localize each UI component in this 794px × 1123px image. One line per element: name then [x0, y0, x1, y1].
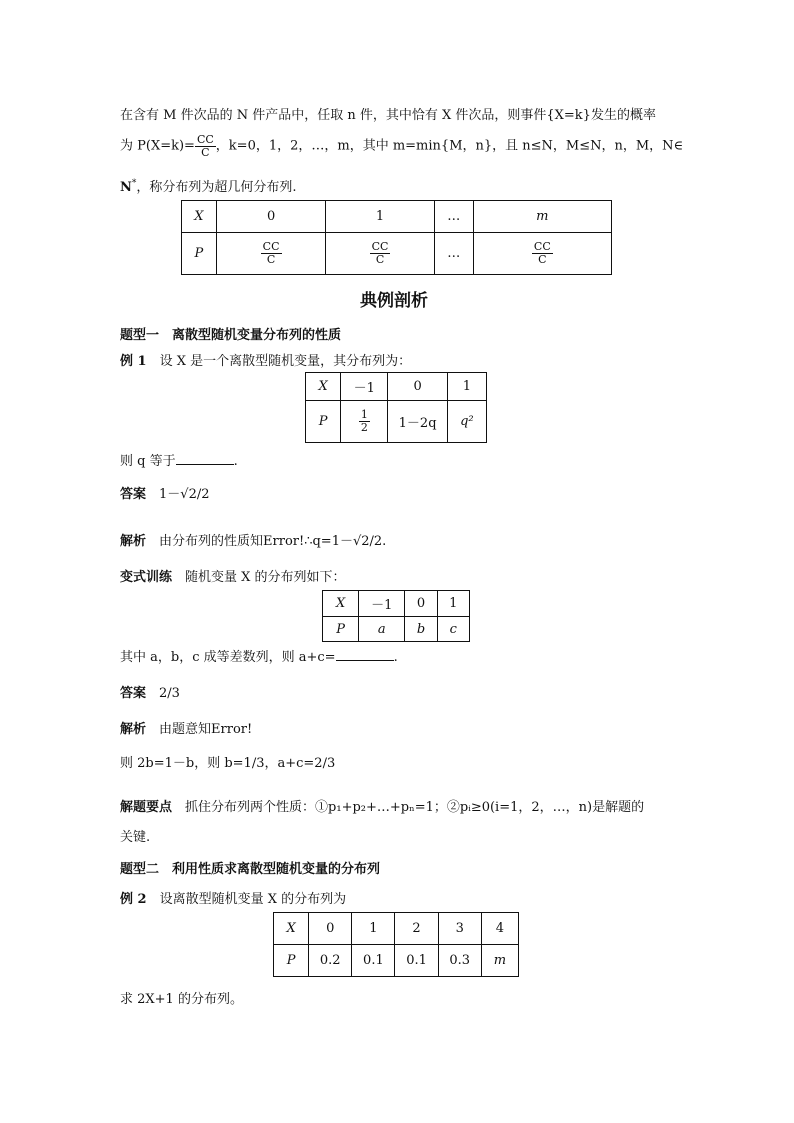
- table-cell: 3: [438, 913, 481, 945]
- example-2-table: [273, 912, 519, 977]
- table-cell: …: [434, 233, 473, 275]
- section-title: 典例剖析: [360, 291, 428, 311]
- variant-stem: 变式训练 随机变量 X 的分布列如下：: [120, 570, 346, 585]
- hypergeometric-table: [181, 200, 612, 275]
- intro-line-1: 在含有 M 件次品的 N 件产品中，任取 n 件，其中恰有 X 件次品，则事件{X=k}发生的概率: [120, 108, 656, 123]
- intro-line-3: N*，称分布列为超几何分布列.: [120, 178, 297, 195]
- table-cell: $\frac{CC}{C}$: [216, 233, 325, 275]
- table-cell: P: [323, 617, 359, 642]
- example-1-table: [305, 372, 487, 443]
- variant-analysis: 解析 由题意知Error!: [120, 722, 253, 737]
- table-cell: m: [473, 201, 611, 233]
- table-cell: 0.1: [395, 945, 438, 977]
- table-cell: 0.2: [309, 945, 352, 977]
- table-cell: 1: [352, 913, 395, 945]
- table-cell: 1: [447, 373, 486, 401]
- table-cell: P: [274, 945, 309, 977]
- table-cell: 0: [388, 373, 447, 401]
- table-cell: 1: [437, 591, 469, 617]
- topic-2-heading: 题型二 利用性质求离散型随机变量的分布列: [120, 862, 381, 877]
- example-1-question: 则 q 等于 .: [120, 454, 238, 469]
- table-cell: 0: [216, 201, 325, 233]
- table-cell: $\frac{CC}{C}$: [473, 233, 611, 275]
- example-1-answer: 答案 1－√2/2: [120, 487, 210, 502]
- table-cell: X: [306, 373, 341, 401]
- table-cell: P: [306, 401, 341, 443]
- table-cell: －1: [359, 591, 405, 617]
- keypoint-line-2: 关键.: [120, 830, 151, 845]
- table-cell: a: [359, 617, 405, 642]
- table-cell: 4: [481, 913, 518, 945]
- table-cell: m: [481, 945, 518, 977]
- example-2-stem: 例 2 设离散型随机变量 X 的分布列为: [120, 892, 347, 907]
- table-cell: …: [434, 201, 473, 233]
- table-cell: c: [437, 617, 469, 642]
- table-cell: X: [274, 913, 309, 945]
- table-cell: 0: [309, 913, 352, 945]
- topic-1-heading: 题型一 离散型随机变量分布列的性质: [120, 328, 342, 343]
- table-cell: $\frac{1}{2}$: [341, 401, 388, 443]
- table-cell: 1: [326, 201, 434, 233]
- table-cell: X: [323, 591, 359, 617]
- intro-line-2: 为 P(X=k)= $\frac{CC}{C}$ ，k=0，1，2，…，m，其中 m=min{M，n}，且 n≤N，M≤N，n，M，N∈: [120, 133, 684, 159]
- table-cell: 0.3: [438, 945, 481, 977]
- hypergeometric-fraction: $\frac{CC}{C}$: [196, 133, 214, 159]
- table-cell: 2: [395, 913, 438, 945]
- example-2-question: 求 2X+1 的分布列。: [120, 992, 243, 1007]
- answer-blank: [336, 648, 394, 661]
- variant-table: [322, 590, 470, 642]
- table-cell: 0: [405, 591, 437, 617]
- table-cell: q²: [447, 401, 486, 443]
- table-cell: 1－2q: [388, 401, 447, 443]
- table-cell: $\frac{CC}{C}$: [326, 233, 434, 275]
- example-1-analysis: 解析 由分布列的性质知Error!∴q=1－√2/2.: [120, 534, 387, 549]
- table-cell: X: [182, 201, 217, 233]
- table-cell: b: [405, 617, 437, 642]
- variant-question: 其中 a，b，c 成等差数列，则 a+c= .: [120, 650, 398, 665]
- example-1-stem: 例 1 设 X 是一个离散型随机变量，其分布列为：: [120, 354, 412, 369]
- table-cell: －1: [341, 373, 388, 401]
- answer-blank: [176, 452, 234, 465]
- table-cell: P: [182, 233, 217, 275]
- variant-answer: 答案 2/3: [120, 686, 180, 701]
- table-cell: 0.1: [352, 945, 395, 977]
- variant-derivation: 则 2b=1－b，则 b=1/3，a+c=2/3: [120, 756, 336, 771]
- keypoint-line-1: 解题要点 抓住分布列两个性质：①p₁+p₂+…+pₙ=1；②pᵢ≥0(i=1，2，…，n)是解题的: [120, 800, 645, 815]
